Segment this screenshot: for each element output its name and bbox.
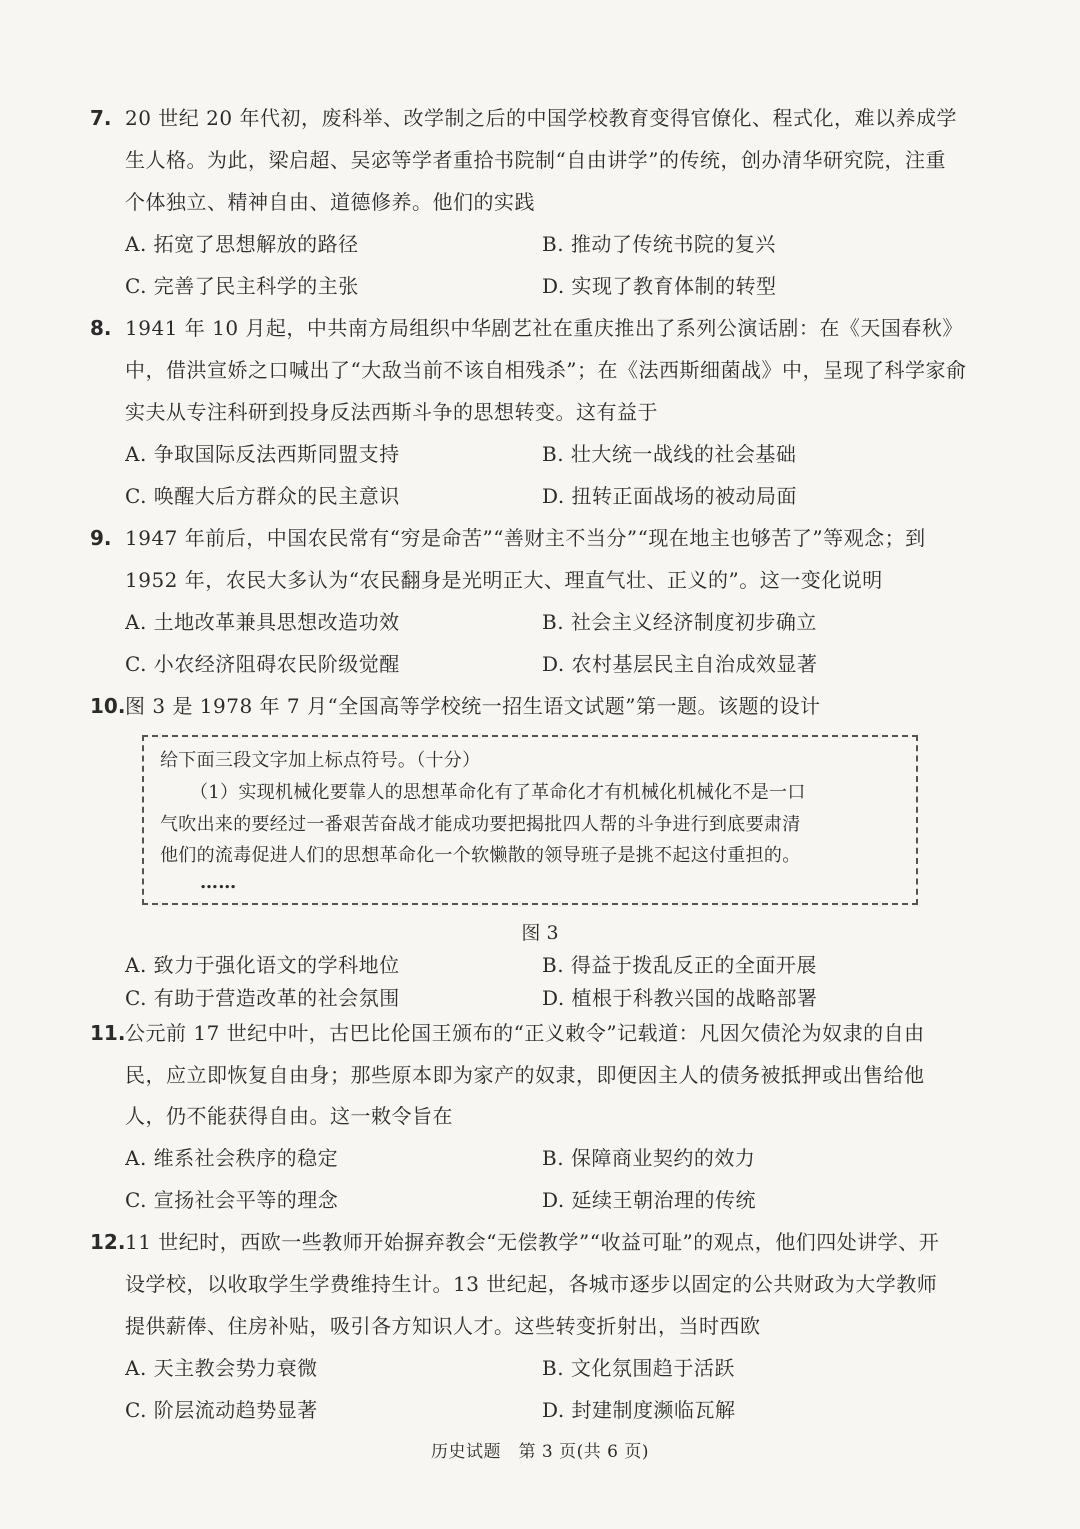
option-c: C. 有助于营造改革的社会氛围 bbox=[125, 986, 400, 1010]
figure-text-line: 他们的流毒促进人们的思想革命化一个软懒散的领导班子是挑不起这付重担的。 bbox=[160, 845, 801, 866]
question-number: 12. bbox=[90, 1230, 126, 1254]
option-b: B. 文化氛围趋于活跃 bbox=[542, 1356, 735, 1380]
option-a: A. 拓宽了思想解放的路径 bbox=[125, 232, 359, 256]
option-a: A. 维系社会秩序的稳定 bbox=[125, 1146, 339, 1170]
option-a: A. 致力于强化语文的学科地位 bbox=[125, 953, 400, 977]
question-stem-line: 个体独立、精神自由、道德修养。他们的实践 bbox=[125, 190, 535, 214]
question-stem-line: 民，应立即恢复自由身；那些原本即为家产的奴隶，即便因主人的债务被抵押或出售给他 bbox=[125, 1063, 925, 1087]
option-c: C. 小农经济阻碍农民阶级觉醒 bbox=[125, 652, 400, 676]
question-stem-line: 1952 年，农民大多认为“农民翻身是光明正大、理直气壮、正义的”。这一变化说明 bbox=[125, 568, 883, 592]
figure-ellipsis: …… bbox=[200, 872, 237, 893]
option-b: B. 推动了传统书院的复兴 bbox=[542, 232, 776, 256]
option-c: C. 完善了民主科学的主张 bbox=[125, 274, 359, 298]
option-b: B. 社会主义经济制度初步确立 bbox=[542, 610, 817, 634]
question-stem-line: 人，仍不能获得自由。这一敕令旨在 bbox=[125, 1104, 453, 1128]
question-stem-line: 20 世纪 20 年代初，废科举、改学制之后的中国学校教育变得官僚化、程式化，难以养成学 bbox=[125, 106, 957, 130]
option-b: B. 得益于拨乱反正的全面开展 bbox=[542, 953, 817, 977]
question-stem-line: 中，借洪宣娇之口喊出了“大敌当前不该自相残杀”；在《法西斯细菌战》中，呈现了科学家俞 bbox=[125, 358, 967, 382]
option-c: C. 阶层流动趋势显著 bbox=[125, 1398, 318, 1422]
question-stem-line: 1941 年 10 月起，中共南方局组织中华剧艺社在重庆推出了系列公演话剧：在《天国春秋》 bbox=[125, 316, 963, 340]
question-number: 11. bbox=[90, 1021, 126, 1045]
figure-text-line: （1）实现机械化要靠人的思想革命化有了革命化才有机械化机械化不是一口 bbox=[190, 782, 806, 803]
question-stem-line: 1947 年前后，中国农民常有“穷是命苦”“善财主不当分”“现在地主也够苦了”等观念；到 bbox=[125, 526, 926, 550]
option-c: C. 唤醒大后方群众的民主意识 bbox=[125, 484, 400, 508]
question-stem-line: 提供薪俸、住房补贴，吸引各方知识人才。这些转变折射出，当时西欧 bbox=[125, 1314, 761, 1338]
question-stem-line: 设学校，以收取学生学费维持生计。13 世纪起，各城市逐步以固定的公共财政为大学教师 bbox=[125, 1272, 938, 1296]
option-d: D. 农村基层民主自治成效显著 bbox=[542, 652, 818, 676]
question-stem-line: 生人格。为此，梁启超、吴宓等学者重拾书院制“自由讲学”的传统，创办清华研究院，注重 bbox=[125, 148, 946, 172]
option-d: D. 实现了教育体制的转型 bbox=[542, 274, 777, 298]
question-stem-line: 实夫从专注科研到投身反法西斯斗争的思想转变。这有益于 bbox=[125, 400, 658, 424]
question-stem-line: 公元前 17 世纪中叶，古巴比伦国王颁布的“正义敕令”记载道：凡因欠债沦为奴隶的自由 bbox=[125, 1021, 925, 1045]
option-b: B. 保障商业契约的效力 bbox=[542, 1146, 756, 1170]
option-b: B. 壮大统一战线的社会基础 bbox=[542, 442, 797, 466]
question-number: 7. bbox=[90, 106, 112, 130]
option-a: A. 天主教会势力衰微 bbox=[125, 1356, 318, 1380]
option-d: D. 延续王朝治理的传统 bbox=[542, 1188, 757, 1212]
question-number: 9. bbox=[90, 526, 112, 550]
option-a: A. 土地改革兼具思想改造功效 bbox=[125, 610, 400, 634]
option-d: D. 封建制度濒临瓦解 bbox=[542, 1398, 736, 1422]
option-d: D. 植根于科教兴国的战略部署 bbox=[542, 986, 818, 1010]
question-number: 10. bbox=[90, 694, 126, 718]
option-c: C. 宣扬社会平等的理念 bbox=[125, 1188, 339, 1212]
question-number: 8. bbox=[90, 316, 112, 340]
figure-caption: 图 3 bbox=[521, 922, 559, 944]
page-footer: 历史试题 第 3 页(共 6 页) bbox=[430, 1442, 649, 1462]
option-a: A. 争取国际反法西斯同盟支持 bbox=[125, 442, 400, 466]
option-d: D. 扭转正面战场的被动局面 bbox=[542, 484, 798, 508]
figure-instruction: 给下面三段文字加上标点符号。（十分） bbox=[160, 750, 481, 771]
figure-text-line: 气吹出来的要经过一番艰苦奋战才能成功要把揭批四人帮的斗争进行到底要肃清 bbox=[160, 814, 801, 835]
question-stem-line: 11 世纪时，西欧一些教师开始摒弃教会“无偿教学”“收益可耻”的观点，他们四处讲学、开 bbox=[125, 1230, 940, 1254]
question-stem-line: 图 3 是 1978 年 7 月“全国高等学校统一招生语文试题”第一题。该题的设计 bbox=[125, 694, 821, 718]
